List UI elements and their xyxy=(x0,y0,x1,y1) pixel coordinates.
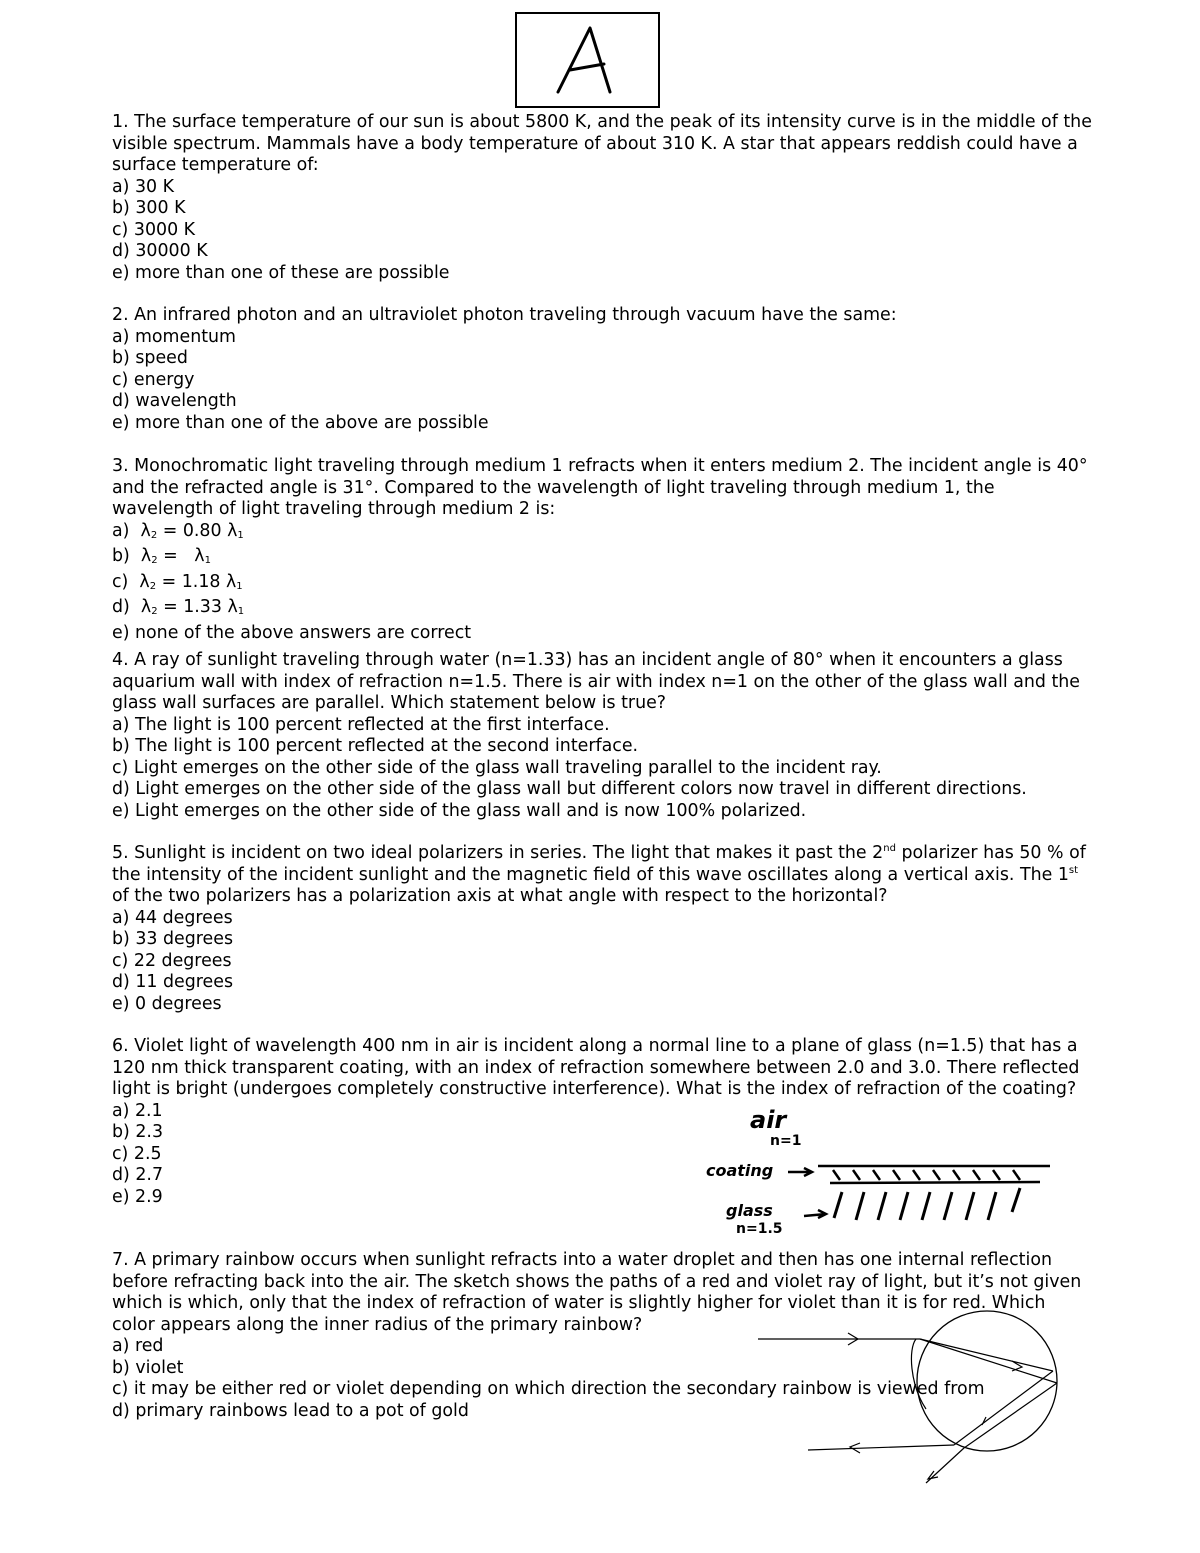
option-d xyxy=(112,597,1092,623)
option-c: c) Light emerges on the other side of the glass wall traveling parallel to the incident ray. xyxy=(112,757,882,778)
option-label: d) xyxy=(112,597,130,617)
option-d: d) 11 degrees xyxy=(112,972,234,992)
version-box xyxy=(515,12,660,108)
ordinal-suffix: st xyxy=(1068,864,1079,876)
equals-sign: = xyxy=(156,571,182,592)
coating-sketch xyxy=(700,1100,1060,1235)
lambda-symbol: λ xyxy=(226,571,237,592)
ratio-value: 1.33 xyxy=(183,597,222,617)
option-e: e) Light emerges on the other side of the glass wall and is now 100% polarized. xyxy=(112,800,807,821)
lambda-symbol: λ xyxy=(227,597,238,617)
question-stem: 6. Violet light of wavelength 400 nm in air is incident along a normal line to a plane of glass (n=1.5) that has a 120 nm thick transparent coating, with an index of refraction somewhere between 2.0 and 3.0. There reflected light is bright (undergoes completely constructive interference). What is the index of refraction of the coating? xyxy=(112,1036,1080,1099)
question-stem: 1. The surface temperature of our sun is about 5800 K, and the peak of its intensity curve is in the middle of the visible spectrum. Mammals have a body temperature of about 310 K. A star that appears reddish could have a surface temperature of: xyxy=(112,112,1092,175)
option-e: e) 0 degrees xyxy=(112,993,222,1014)
question-stem: 7. A primary rainbow occurs when sunlight refracts into a water droplet and then has one internal reflection before refracting back into the air. The sketch shows the paths of a red and violet ray of light, but it’s not given which is which, only that the index of refraction of water is slightly higher for violet than it is for red. Which color appears along the inner radius of the primary rainbow? xyxy=(112,1250,1082,1335)
raindrop-sketch xyxy=(750,1305,1070,1490)
version-letter-a xyxy=(548,20,628,100)
option-a: a) 30 K xyxy=(112,176,175,197)
subscript: 2 xyxy=(150,529,158,541)
option-d: d) wavelength xyxy=(112,391,237,411)
glass-label: glass xyxy=(726,1201,773,1220)
question-stem: 2. An infrared photon and an ultraviolet photon traveling through vacuum have the same: xyxy=(112,305,897,325)
option-c xyxy=(112,572,1092,598)
coating-hatching xyxy=(833,1170,1020,1180)
stem-part: 5. Sunlight is incident on two ideal polarizers in series. The light that makes it past the 2 xyxy=(112,843,884,863)
option-c: c) it may be either red or violet depending on which direction the secondary rainbow is viewed from xyxy=(112,1379,985,1399)
lambda-symbol: λ xyxy=(140,597,152,617)
option-b: b) speed xyxy=(112,348,188,368)
coating-arrow xyxy=(788,1168,812,1176)
glass-hatching xyxy=(834,1188,1020,1220)
option-label: b) xyxy=(112,546,130,566)
option-a: a) The light is 100 percent reflected at the first interface. xyxy=(112,714,610,735)
lambda-symbol: λ xyxy=(140,520,151,541)
option-label: a) xyxy=(112,520,130,541)
option-b: b) 33 degrees xyxy=(112,929,234,949)
option-a: a) 44 degrees xyxy=(112,907,233,928)
lambda-symbol: λ xyxy=(194,546,205,566)
option-d: d) 30000 K xyxy=(112,241,208,261)
question-3 xyxy=(112,456,1092,644)
option-c: c) energy xyxy=(112,369,195,390)
coating-bottom-line xyxy=(830,1182,1040,1183)
subscript: 2 xyxy=(151,555,158,566)
option-b: b) 2.3 xyxy=(112,1122,164,1142)
option-e: e) more than one of these are possible xyxy=(112,262,450,283)
lambda-symbol: λ xyxy=(139,571,150,592)
stem-part: of the two polarizers has a polarization axis at what angle with respect to the horizontal? xyxy=(112,886,888,906)
option-a xyxy=(112,521,1092,547)
option-c: c) 3000 K xyxy=(112,219,196,240)
option-b xyxy=(112,546,1092,572)
glass-arrow xyxy=(804,1210,826,1218)
option-d: d) 2.7 xyxy=(112,1165,164,1185)
question-stem: 3. Monochromatic light traveling through medium 1 refracts when it enters medium 2. The incident angle is 40° and the refracted angle is 31°. Compared to the wavelength of light traveling through medium 1, the wavelength of light traveling through medium 2 is: xyxy=(112,456,1088,519)
subscript: 1 xyxy=(237,529,244,541)
option-c: c) 2.5 xyxy=(112,1143,162,1164)
air-label: air xyxy=(750,1106,787,1134)
lambda-symbol: λ xyxy=(227,520,238,541)
subscript: 2 xyxy=(149,580,157,592)
stem-part: polarizer has 50 % of the intensity of the incident sunlight and the magnetic field of this wave oscillates along a vertical axis. The 1 xyxy=(112,843,1086,885)
option-d: d) primary rainbows lead to a pot of gold xyxy=(112,1400,469,1421)
ratio-value: 0.80 xyxy=(182,520,222,541)
subscript: 1 xyxy=(236,580,243,592)
option-c: c) 22 degrees xyxy=(112,950,232,971)
option-a: a) red xyxy=(112,1336,164,1356)
subscript: 2 xyxy=(151,606,158,617)
option-b: b) violet xyxy=(112,1357,184,1378)
option-a: a) 2.1 xyxy=(112,1100,163,1121)
coating-label: coating xyxy=(706,1161,774,1180)
equals-sign: = xyxy=(157,546,184,566)
ratio-value: 1.18 xyxy=(181,571,221,592)
equals-sign: = xyxy=(157,597,184,617)
question-stem xyxy=(112,843,1092,908)
lambda-symbol: λ xyxy=(140,546,152,566)
question-4 xyxy=(112,650,1092,822)
air-index-label: n=1 xyxy=(770,1133,802,1149)
subscript: 1 xyxy=(204,555,211,566)
option-d: d) Light emerges on the other side of the glass wall but different colors now travel in different directions. xyxy=(112,779,1027,799)
question-2 xyxy=(112,305,1092,434)
option-a: a) momentum xyxy=(112,326,236,347)
question-5 xyxy=(112,843,1092,1015)
option-b: b) 300 K xyxy=(112,198,186,218)
option-e: e) none of the above answers are correct xyxy=(112,622,472,643)
option-b: b) The light is 100 percent reflected at the second interface. xyxy=(112,736,639,756)
option-e: e) more than one of the above are possible xyxy=(112,412,489,433)
ordinal-suffix: nd xyxy=(883,843,896,855)
subscript: 1 xyxy=(237,606,245,617)
option-e: e) 2.9 xyxy=(112,1186,163,1207)
water-droplet xyxy=(917,1311,1057,1451)
question-stem: 4. A ray of sunlight traveling through water (n=1.33) has an incident angle of 80° when it encounters a glass aquarium wall with index of refraction n=1.5. There is air with index n=1 on the other of the glass wall and the glass wall surfaces are parallel. Which statement below is true? xyxy=(112,650,1080,713)
light-rays xyxy=(758,1333,1057,1483)
equals-sign: = xyxy=(157,520,183,541)
question-1 xyxy=(112,112,1092,284)
glass-index-label: n=1.5 xyxy=(736,1221,783,1235)
option-label: c) xyxy=(112,571,129,592)
